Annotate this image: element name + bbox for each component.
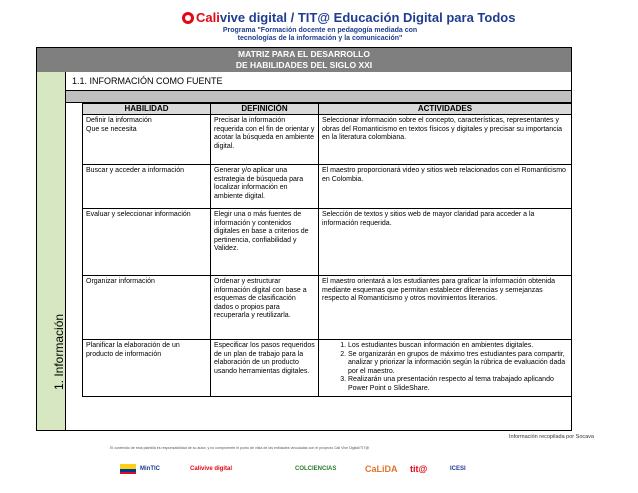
tita-logo: tit@ — [410, 464, 428, 474]
actividades-cell: El maestro proporcionará video y sitios web relacionados con el Romanticismo en Colombia. — [319, 165, 572, 209]
colciencias-logo: COLCIENCIAS — [295, 466, 337, 472]
col-definicion: DEFINICIÓN — [211, 104, 319, 115]
brand-title: Calivive digital / TIT@ Educación Digital para Todos — [196, 10, 516, 25]
colombia-flag-icon — [120, 464, 136, 474]
calivive-logo: Calivive digital — [190, 466, 233, 472]
footer-disclaimer: El contenido de esta plantilla es responsabilidad de su autor, y no compromete el punto de vista de las entidades vinculadas con el proyecto Cali Vive Digital/TIT@ — [110, 446, 370, 450]
matrix-title — [37, 48, 571, 72]
col-actividades: ACTIVIDADES — [319, 104, 572, 115]
gray-strip — [66, 91, 571, 103]
table-header-row — [83, 104, 572, 115]
definicion-cell: Ordenar y estructurar información digital con base a esquemas de clasificación dados o propios para recuperarla y reutilizarla. — [211, 276, 319, 340]
habilidad-cell: Buscar y acceder a información — [83, 165, 211, 209]
list-item: 3. Realizarán una presentación respecto al tema trabajado aplicando Power Point o SlideShare. — [348, 376, 568, 393]
actividades-cell — [319, 340, 572, 397]
icesi-logo: ICESI — [450, 466, 466, 472]
col-habilidad: HABILIDAD — [83, 104, 211, 115]
program-line-1: Programa "Formación docente en pedagogía mediada con — [222, 27, 418, 34]
actividades-cell: El maestro orientará a los estudiantes para graficar la información obtenida mediante esquemas que permitan establecer diferencias y semejanzas respecto al Romanticismo y otros movimientos literarios. — [319, 276, 572, 340]
mintic-logo: MinTIC — [140, 466, 160, 472]
section-title: 1.1. INFORMACIÓN COMO FUENTE — [66, 72, 571, 91]
habilidad-cell: Definir la información Que se necesita — [83, 115, 211, 165]
side-band — [37, 72, 66, 430]
list-item: 2. Se organizarán en grupos de máximo tres estudiantes para compartir, analizar y priorizar la información según la rúbrica de evaluación dada por el maestro. — [348, 351, 568, 377]
habilidad-cell: Evaluar y seleccionar información — [83, 209, 211, 276]
skills-table — [82, 103, 572, 397]
table-row — [83, 276, 572, 340]
table-row — [83, 340, 572, 397]
calida-logo: CaLiDA — [365, 464, 398, 474]
page-footer — [0, 443, 638, 493]
definicion-cell: Elegir una o más fuentes de información y contenidos digitales en base a criterios de pertinencia, confiabilidad y Validez. — [211, 209, 319, 276]
actividades-cell: Seleccionar información sobre el concepto, características, representantes y obras del Romanticismo en textos físicos y digitales y precisar su importancia en la literatura colombiana. — [319, 115, 572, 165]
table-row — [83, 115, 572, 165]
actividades-cell: Selección de textos y sitios web de mayor claridad para acceder a la información requerida. — [319, 209, 572, 276]
sponsor-logos — [120, 460, 560, 486]
credit-note: Información recopilada por Socava — [509, 434, 594, 440]
habilidad-cell: Organizar información — [83, 276, 211, 340]
definicion-cell: Precisar la información requerida con el fin de orientar y acotar la búsqueda en ambiente digital. — [211, 115, 319, 165]
matrix-document — [36, 47, 572, 431]
side-label: 1. Información — [52, 313, 66, 390]
matrix-title-line-1: MATRIZ PARA EL DESARROLLO — [238, 49, 370, 59]
list-item: 1. Los estudiantes buscan información en ambientes digitales. — [348, 342, 568, 351]
matrix-title-line-2: DE HABILIDADES DEL SIGLO XXI — [235, 60, 373, 70]
definicion-cell: Generar y/o aplicar una estrategia de búsqueda para localizar información en ambiente digital. — [211, 165, 319, 209]
activities-list — [322, 342, 568, 394]
habilidad-cell: Planificar la elaboración de un producto de información — [83, 340, 211, 397]
definicion-cell: Especificar los pasos requeridos de un plan de trabajo para la elaboración de un producto usando herramientas digitales. — [211, 340, 319, 397]
program-line-2: tecnologías de la información y la comunicación" — [237, 35, 403, 42]
table-row — [83, 209, 572, 276]
page-header — [0, 0, 638, 46]
calivive-logo-icon — [182, 12, 194, 24]
table-row — [83, 165, 572, 209]
